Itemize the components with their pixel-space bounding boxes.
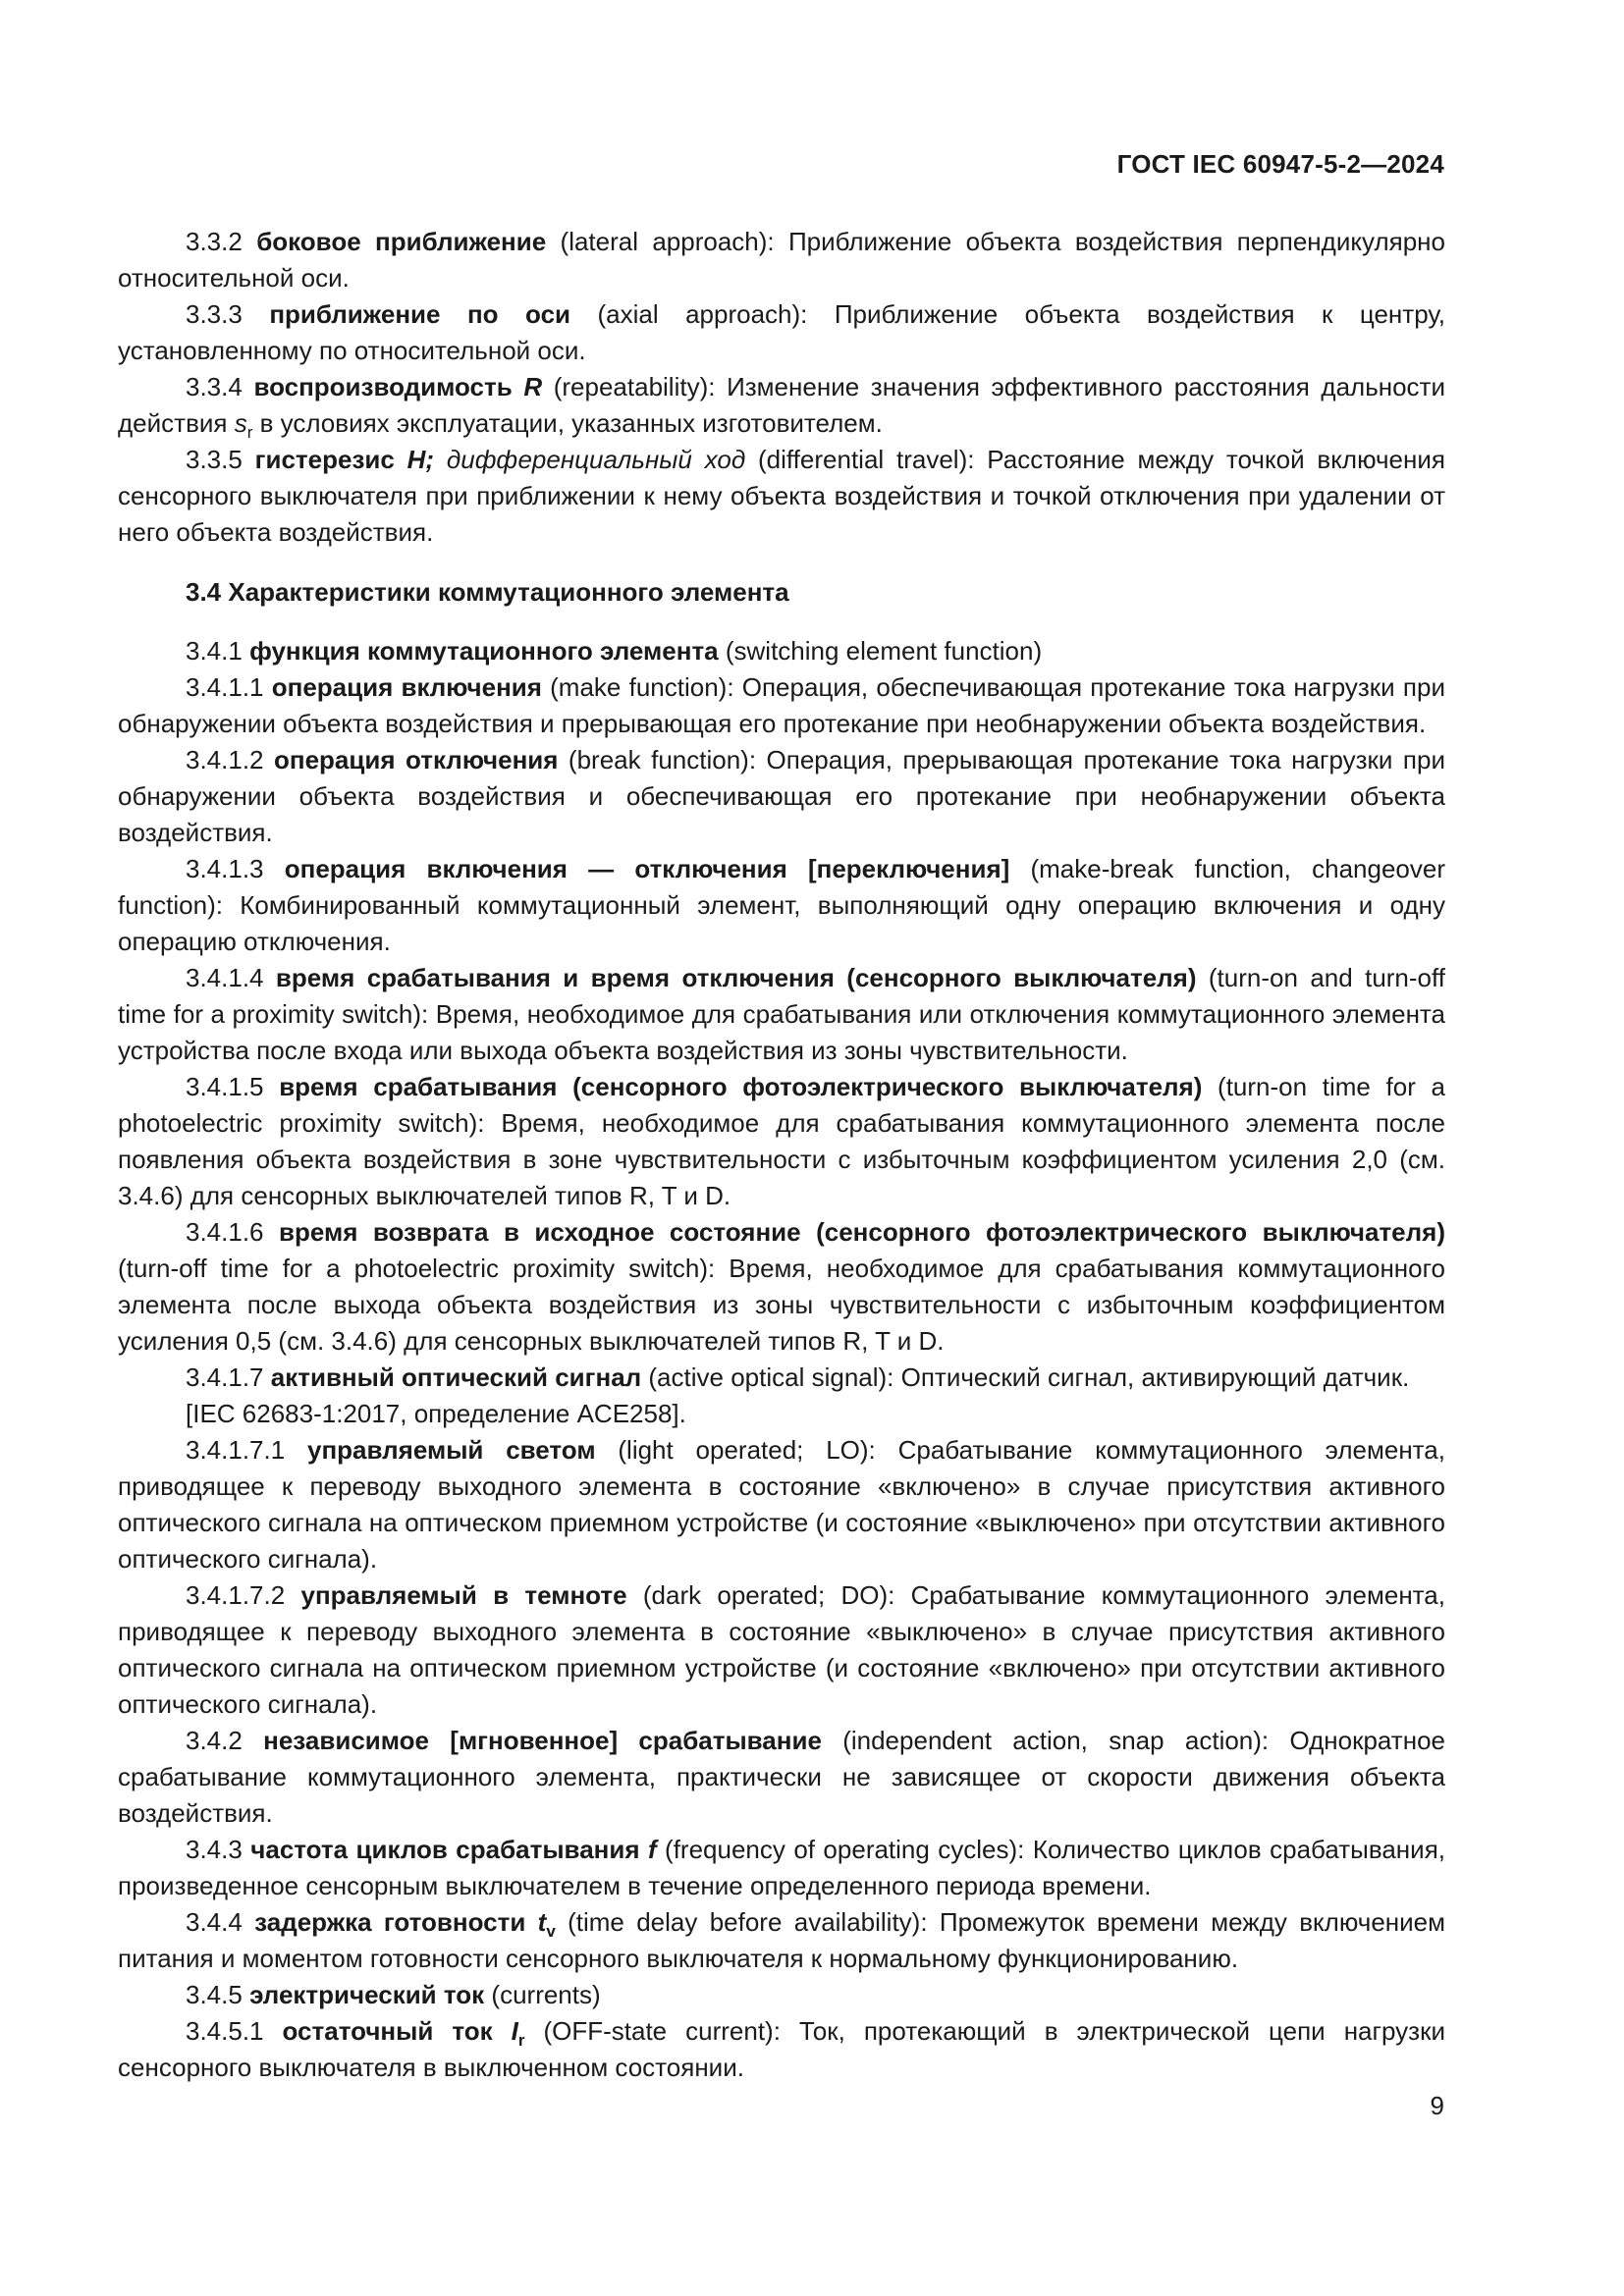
term-name: приближение по оси [269,299,571,329]
term-name: время возврата в исходное состояние (сенсорного фотоэлектрического выключателя) [279,1217,1445,1247]
term-name: остаточный ток [282,2016,512,2046]
clause-number: 3.4.1.4 [186,963,264,992]
term-synonym: дифференциальный ход [434,445,746,474]
clause-number: 3.3.4 [186,372,243,401]
term-name: операция отключения [274,745,559,774]
term-definition [118,1577,1445,1723]
definition-text: (turn-on time for a photoelectric proximity switch): Время, необходимое для срабатывания коммутационного элемента после появления объекта воздействия в зоне чувствительности с избыточным коэффициентом усиления 2,0 (см. 3.4.6) для сенсорных выключателей типов R, T и D. [118,1072,1445,1210]
term-name: операция включения — отключения [переключения] [284,854,1010,883]
term-symbol [511,2016,525,2050]
definition-text: (independent action, snap action): Однократное срабатывание коммутационного элемента, практически не зависящее от скорости движения объекта воздействия. [118,1726,1445,1828]
definition-text: (currents) [484,1980,601,2009]
term-definition [118,1723,1445,1832]
term-name: задержка готовности [254,1907,538,1937]
term-symbol [523,372,542,401]
term-definition [118,296,1445,369]
term-definition [118,742,1445,851]
term-definition [118,1214,1445,1360]
term-definition [118,1432,1445,1577]
clause-number: 3.4.5 [186,1980,243,2009]
term-name: функция коммутационного элемента [249,636,719,666]
definition-text: (repeatability): Изменение значения эффективного расстояния дальности действия [118,372,1445,438]
term-symbol-letter: R [523,372,543,401]
page-number: 9 [1430,2091,1444,2120]
clause-number: 3.4.3 [186,1835,243,1864]
clause-number: 3.4.4 [186,1907,243,1937]
definition-text: (switching element function) [718,636,1043,666]
term-symbol [537,1907,556,1941]
term-definition [118,1832,1445,1904]
term-symbol [648,1835,657,1864]
clause-number: 3.4.1.1 [186,672,264,702]
term-definition [118,851,1445,960]
clause-number: 3.4.1.6 [186,1217,264,1247]
term-name: независимое [мгновенное] срабатывание [263,1726,822,1755]
definition-text: (time delay before availability): Промежуток времени между включением питания и моментом готовности сенсорного выключателя к нормальному функционированию. [118,1907,1445,1973]
standard-header: ГОСТ IEC 60947-5-2—2024 [1116,149,1444,179]
term-definition [118,1069,1445,1214]
definition-text: (differential travel): Расстояние между точкой включения сенсорного выключателя при приближении к нему объекта воздействия и точкой отключения при удалении от него объекта воздействия. [118,445,1445,547]
definition-text: (break function): Операция, прерывающая протекание тока нагрузки при обнаружении объекта воздействия и обеспечивающая его протекание при необнаружении объекта воздействия. [118,745,1445,847]
clause-number: 3.4.1.5 [186,1072,264,1101]
clause-number: 3.4.1 [186,636,243,666]
definition-text: (make-break function, changeover function): Комбинированный коммутационный элемент, выполняющий одну операцию включения и одну операцию отключения. [118,854,1445,956]
term-name: операция включения [271,672,542,702]
term-name: гистерезис [254,445,407,474]
term-definition [118,633,1445,669]
clause-number: 3.4.5.1 [186,2016,264,2046]
term-name: активный оптический сигнал [270,1362,642,1392]
clause-number: 3.4.1.7.2 [186,1580,286,1610]
clause-number: 3.4.1.7 [186,1362,264,1392]
term-definition [118,669,1445,742]
definition-text: (light operated; LO): Срабатывание коммутационного элемента, приводящее к переводу выходного элемента в состояние «включено» в случае присутствия активного оптического сигнала на оптическом приемном устройстве (и состояние «выключено» при отсутствии активного оптического сигнала). [118,1435,1445,1574]
definition-text: (active optical signal): Оптический сигнал, активирующий датчик. [641,1362,1410,1392]
term-name: управляемый светом [307,1435,596,1465]
term-symbol-letter: I [511,2016,518,2046]
term-name: управляемый в темноте [300,1580,627,1610]
definition-text: (turn-off time for a photoelectric proximity switch): Время, необходимое для срабатывания коммутационного элемента после выхода объекта воздействия из зоны чувствительности с избыточным коэффициентом усиления 0,5 (см. 3.4.6) для сенсорных выключателей типов R, T и D. [118,1254,1445,1356]
term-definition [118,960,1445,1069]
reference-note [118,1396,1445,1432]
clause-number: 3.3.3 [186,299,243,329]
definition-text: (axial approach): Приближение объекта воздействия к центру, установленному по относительной оси. [118,299,1445,365]
clause-number: 3.3.5 [186,445,243,474]
term-definition [118,1904,1445,1977]
clause-number: 3.4.1.7.1 [186,1435,286,1465]
term-definition [118,224,1445,296]
clause-number: 3.3.2 [186,227,243,256]
clause-number: 3.4.1.3 [186,854,264,883]
definition-text: (make function): Операция, обеспечивающая протекание тока нагрузки при обнаружении объекта воздействия и прерывающая его протекание при необнаружении объекта воздействия. [118,672,1445,738]
term-definition [118,1977,1445,2013]
term-symbol-subscript: r [517,2031,525,2050]
clause-number: 3.4.1.2 [186,745,264,774]
term-definition [118,369,1445,442]
inline-symbol: s [234,408,247,438]
document-body [118,224,1445,2086]
inline-symbol-subscript: r [246,423,253,442]
term-name: время срабатывания (сенсорного фотоэлектрического выключателя) [279,1072,1203,1101]
term-definition [118,1360,1445,1396]
reference-text: [IEC 62683-1:2017, определение ACE258]. [186,1399,686,1428]
term-symbol-letter: H; [406,445,435,474]
definition-text: (turn-on and turn-off time for a proximity switch): Время, необходимое для срабатывания или отключения коммутационного элемента устройства после входа или выхода объекта воздействия из зоны чувствительности. [118,963,1445,1065]
term-name: электрический ток [249,1980,485,2009]
clause-number: 3.4.2 [186,1726,243,1755]
term-definition [118,442,1445,551]
definition-text: (frequency of operating cycles): Количество циклов срабатывания, произведенное сенсорным выключателем в течение определенного периода времени. [118,1835,1445,1900]
definition-text: (OFF-state current): Ток, протекающий в электрической цепи нагрузки сенсорного выключателя в выключенном состоянии. [118,2016,1445,2082]
definition-text: (dark operated; DO): Срабатывание коммутационного элемента, приводящее к переводу выходного элемента в состояние «выключено» в случае присутствия активного оптического сигнала на оптическом приемном устройстве (и состояние «включено» при отсутствии активного оптического сигнала). [118,1580,1445,1719]
term-name: боковое приближение [256,227,547,256]
term-symbol-letter: t [537,1907,547,1937]
definition-text-cont: в условиях эксплуатации, указанных изготовителем. [252,408,883,438]
term-definition [118,2013,1445,2086]
term-symbol-letter: f [647,1835,657,1864]
term-name: частота циклов срабатывания [250,1835,648,1864]
section-heading: 3.4 Характеристики коммутационного элемента [186,577,789,607]
term-name: воспроизводимость [253,372,524,401]
definition-text: (lateral approach): Приближение объекта воздействия перпендикулярно относительной оси. [118,227,1445,293]
term-symbol [407,445,434,474]
term-symbol-subscript: v [546,1922,556,1941]
term-name: время срабатывания и время отключения (сенсорного выключателя) [275,963,1197,992]
